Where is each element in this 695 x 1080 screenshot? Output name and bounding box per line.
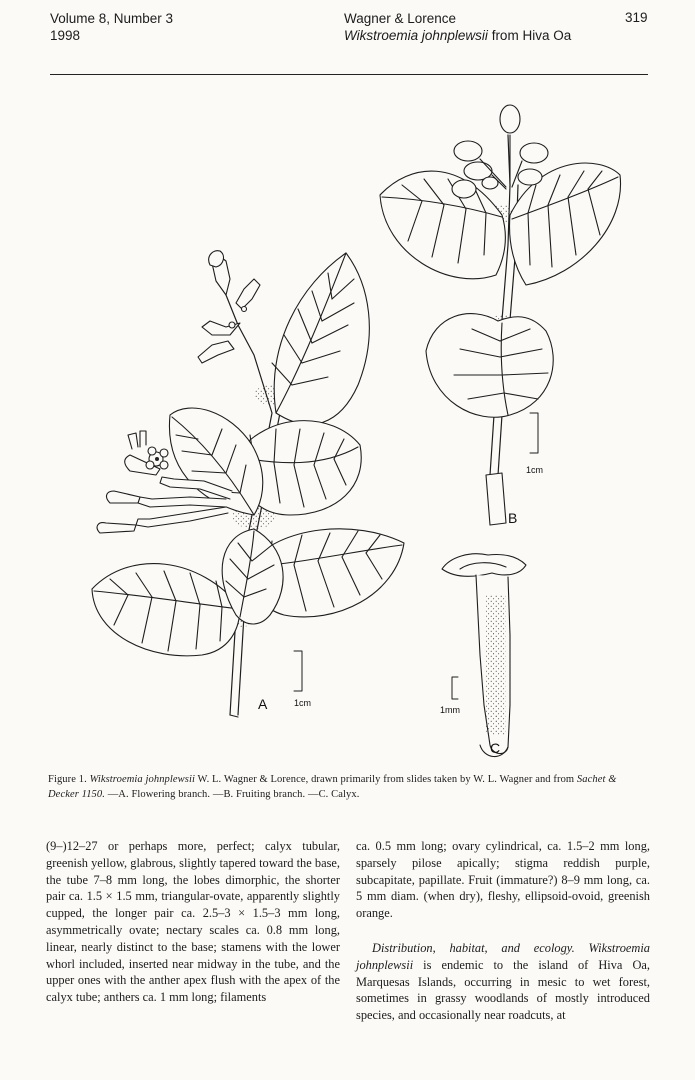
distribution-species: Wikstroemia johnplewsii (356, 940, 650, 972)
leaf-a5 (92, 564, 240, 656)
flower-cluster-a-top (198, 251, 260, 363)
scale-bar-b (530, 413, 538, 453)
running-head-species: Wikstroemia johnplewsii (344, 28, 488, 43)
running-head-title-rest: from Hiva Oa (487, 28, 572, 43)
leaf-b3 (426, 314, 553, 418)
running-head-title (344, 27, 571, 44)
scale-bar-c (452, 677, 458, 699)
body-paragraph-right-2 (356, 940, 650, 1024)
running-head-authors: Wagner & Lorence (344, 11, 457, 26)
body-paragraph-left: (9–)12–27 or perhaps more, perfect; calyx tubular, greenish yellow, glabrous, slightly tapered toward the base, the tube 7–8 mm long, the lobes dimorphic, the shorter pair ca. 1.5 × 1.5 mm, triangular-ovate, apparently slightly cupped, the longer pair ca. 2.5–3 × 1.5–3 mm long, asymmetrically ovate; nectary scales ca. 0.8 mm long, linear, nearly distinct to the base; stamens with the lower whorl included, inserted near midway in the tube, and the upper ones with the anther apex flush with the apex of the calyx tube; anthers ca. 1 mm long; filaments (46, 839, 340, 1005)
caption-prefix: Figure 1. (48, 774, 87, 785)
fruiting-branch-b (380, 105, 621, 526)
journal-volume: Volume 8, Number 3 (50, 11, 174, 26)
journal-year: 1998 (50, 28, 81, 43)
body-paragraph-right-1: ca. 0.5 mm long; ovary cylindrical, ca. 1.5–2 mm long, sparsely pilose apically; stigma reddish purple, subcapitate, papillate. Fruit (immature?) 8–9 mm long, ca. 5 mm diam. (when dry), fleshy, ellipsoid-ovoid, greenish orange. (356, 839, 650, 921)
illustration-svg (40, 95, 660, 765)
caption-collector: Sachet & Decker 1150. (48, 774, 617, 800)
label-b: B (508, 510, 518, 526)
scale-bar-a (294, 651, 302, 691)
page-number: 319 (625, 10, 648, 25)
leaf-a1 (272, 253, 369, 424)
distribution-text: is endemic to the island of Hiva Oa, Marquesas Islands, occurring in mesic to wet forest, sometimes in grassy woodlands of mostly introduced species, and occasionally near roadcuts, at (356, 957, 650, 1023)
body-column-left (46, 838, 340, 1006)
flowering-branch-a (92, 251, 404, 717)
journal-info (50, 10, 173, 44)
calyx-c (440, 554, 526, 757)
figure-caption (48, 772, 650, 802)
scale-label-a: 1cm (294, 698, 312, 708)
botanical-illustration (40, 95, 660, 765)
fruit-cluster-b (452, 105, 548, 198)
body-column-right (356, 838, 650, 1024)
caption-text1: W. L. Wagner & Lorence, drawn primarily from slides taken by W. L. Wagner and from (195, 774, 577, 785)
caption-text2: —A. Flowering branch. —B. Fruiting branch. —C. Calyx. (104, 789, 360, 800)
label-a: A (258, 696, 268, 712)
label-c: C (490, 740, 501, 756)
running-head (344, 10, 571, 44)
section-heading-distribution: Distribution, habitat, and ecology. (372, 940, 575, 955)
header-rule (50, 74, 648, 75)
scale-label-b: 1cm (526, 465, 544, 475)
scale-label-c: 1mm (440, 705, 460, 715)
caption-species: Wikstroemia johnplewsii (89, 774, 196, 785)
